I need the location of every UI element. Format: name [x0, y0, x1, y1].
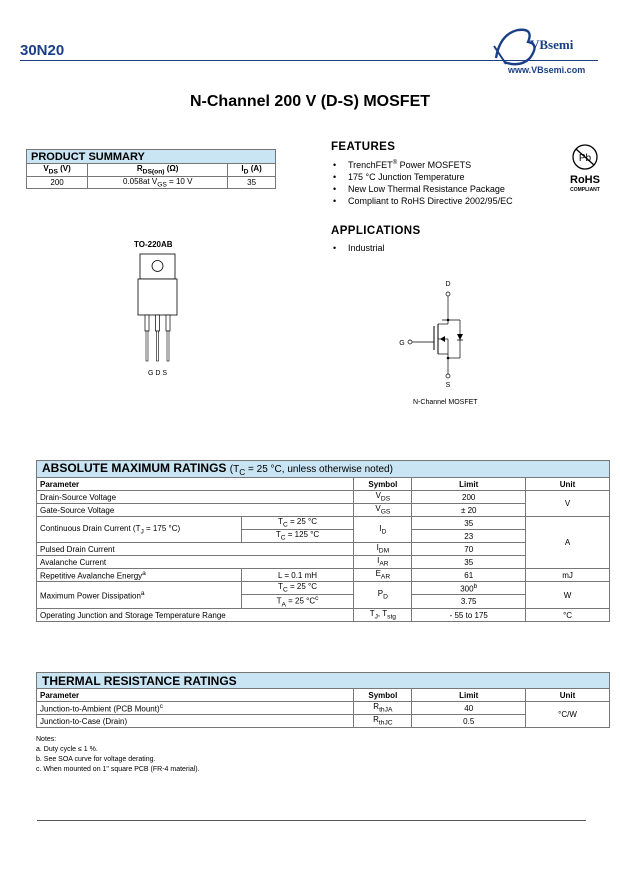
cond-cell: $T_A = 25$ $^\circ C^c$	[241, 595, 354, 609]
unit-cell: mJ	[526, 569, 610, 582]
limit-cell: ± 20	[412, 504, 526, 517]
n-channel-mosfet-symbol-icon	[380, 278, 490, 390]
applications-heading: APPLICATIONS	[331, 225, 421, 237]
limit-cell: 0.5	[412, 715, 526, 728]
notes	[36, 735, 200, 775]
logo-text: VBsemi	[530, 37, 574, 52]
tr-col-limit: Limit	[412, 689, 526, 702]
symbol-cell: $T_J$, $T_{stg}$	[354, 609, 412, 622]
table-row	[37, 491, 610, 504]
param-cell: Avalanche Current	[37, 556, 354, 569]
package-label: TO-220AB	[134, 240, 173, 249]
rohs-sub: COMPLIANT	[570, 187, 600, 193]
notes-title: Notes:	[36, 736, 57, 743]
param-cell: Junction-to-Ambient (PCB Mount)$^c$	[37, 702, 354, 715]
application-item: • Industrial	[331, 242, 385, 254]
note-item: b. See SOA curve for voltage derating.	[36, 756, 156, 763]
part-number: 30N20	[20, 42, 65, 59]
param-cell: Repetitive Avalanche Energy$^a$	[37, 569, 242, 582]
table-row	[37, 702, 610, 715]
table-row	[37, 569, 610, 582]
sch-g: G	[399, 340, 405, 347]
amr-col-symbol: Symbol	[354, 478, 412, 491]
amr-col-parameter: Parameter	[37, 478, 354, 491]
tr-col-unit: Unit	[526, 689, 610, 702]
tr-col-symbol: Symbol	[354, 689, 412, 702]
amr-condition: ($T_C = 25$ °C, unless otherwise noted)	[229, 464, 393, 477]
note-item: a. Duty cycle ≤ 1 %.	[36, 746, 98, 753]
limit-cell: 70	[412, 543, 526, 556]
rohs-label: RoHS	[570, 174, 600, 186]
limit-cell: 35	[412, 517, 526, 530]
limit-cell: 23	[412, 530, 526, 543]
symbol-cell: $P_D$	[354, 582, 412, 609]
product-summary-title: PRODUCT SUMMARY	[27, 150, 276, 164]
table-row	[37, 582, 610, 595]
limit-cell: 300$^b$	[412, 582, 526, 595]
limit-cell: - 55 to 175	[412, 609, 526, 622]
param-cell: Operating Junction and Storage Temperature Range	[37, 609, 354, 622]
features-list	[331, 157, 513, 207]
symbol-cell: $R_{thJC}$	[354, 715, 412, 728]
unit-cell: °C	[526, 609, 610, 622]
symbol-cell: $I_{DM}$	[354, 543, 412, 556]
cond-cell: $T_C = 25$ °C	[241, 517, 354, 530]
unit-cell: °C/W	[526, 702, 610, 728]
table-row	[37, 517, 610, 530]
limit-cell: 35	[412, 556, 526, 569]
features-heading: FEATURES	[331, 141, 396, 153]
tr-col-parameter: Parameter	[37, 689, 354, 702]
limit-cell: 3.75	[412, 595, 526, 609]
logo-url: www.VBsemi.com	[508, 65, 586, 75]
feature-item: • New Low Thermal Resistance Package	[331, 183, 513, 195]
ps-id-value: 35	[228, 176, 276, 189]
table-row	[37, 504, 610, 517]
note-item: c. When mounted on 1" square PCB (FR-4 material).	[36, 766, 200, 773]
footer-rule	[37, 820, 586, 821]
rohs-icon	[560, 143, 610, 195]
amr-col-limit: Limit	[412, 478, 526, 491]
amr-col-unit: Unit	[526, 478, 610, 491]
feature-item: • Compliant to RoHS Directive 2002/95/EC	[331, 195, 513, 207]
package-pins: G D S	[147, 370, 168, 377]
ps-col-vds: $V_{DS}$ (V)	[27, 164, 88, 177]
product-summary-table	[26, 149, 276, 189]
symbol-cell: $V_{GS}$	[354, 504, 412, 517]
param-cell: Maximum Power Dissipation$^a$	[37, 582, 242, 609]
cond-cell: $T_C = 25$ °C	[241, 582, 354, 595]
table-row	[37, 609, 610, 622]
amr-title: ABSOLUTE MAXIMUM RATINGS	[42, 461, 227, 475]
param-cell: Pulsed Drain Current	[37, 543, 354, 556]
feature-item: • 175 °C Junction Temperature	[331, 171, 513, 183]
unit-cell: A	[526, 517, 610, 569]
ps-rds-value: 0.058at $V_{GS} = 10$ V	[88, 176, 228, 189]
symbol-cell: $E_{AR}$	[354, 569, 412, 582]
amr-title-cell	[37, 461, 610, 478]
limit-cell: 40	[412, 702, 526, 715]
absolute-max-ratings-table	[36, 460, 610, 622]
symbol-cell: $R_{thJA}$	[354, 702, 412, 715]
feature-item: • TrenchFET® Power MOSFETS	[331, 157, 513, 171]
param-cell: Gate-Source Voltage	[37, 504, 354, 517]
thermal-title: THERMAL RESISTANCE RATINGS	[37, 673, 610, 689]
to220-package-icon	[130, 252, 185, 380]
unit-cell: W	[526, 582, 610, 609]
rohs-pb: Pb	[578, 153, 592, 164]
table-row	[37, 543, 610, 556]
sch-s: S	[445, 382, 451, 389]
symbol-cell: $V_{DS}$	[354, 491, 412, 504]
param-cell: Continuous Drain Current ($T_J = 175$ °C)	[37, 517, 242, 543]
param-cell: Drain-Source Voltage	[37, 491, 354, 504]
table-row	[37, 715, 610, 728]
cond-cell: $T_C = 125$ °C	[241, 530, 354, 543]
cond-cell: L = 0.1 mH	[241, 569, 354, 582]
sch-d: D	[445, 281, 451, 288]
ps-col-rds: $R_{DS(on)}$ (Ω)	[88, 164, 228, 177]
schematic-caption: N-Channel MOSFET	[413, 399, 478, 406]
ps-vds-value: 200	[27, 176, 88, 189]
applications-list	[331, 242, 385, 254]
symbol-cell: $I_D$	[354, 517, 412, 543]
unit-cell: V	[526, 491, 610, 517]
page-title: N-Channel 200 V (D-S) MOSFET	[189, 93, 431, 110]
symbol-cell: $I_{AR}$	[354, 556, 412, 569]
thermal-resistance-table	[36, 672, 610, 728]
ps-col-id: $I_D$ (A)	[228, 164, 276, 177]
param-cell: Junction-to-Case (Drain)	[37, 715, 354, 728]
table-row	[37, 556, 610, 569]
limit-cell: 61	[412, 569, 526, 582]
limit-cell: 200	[412, 491, 526, 504]
